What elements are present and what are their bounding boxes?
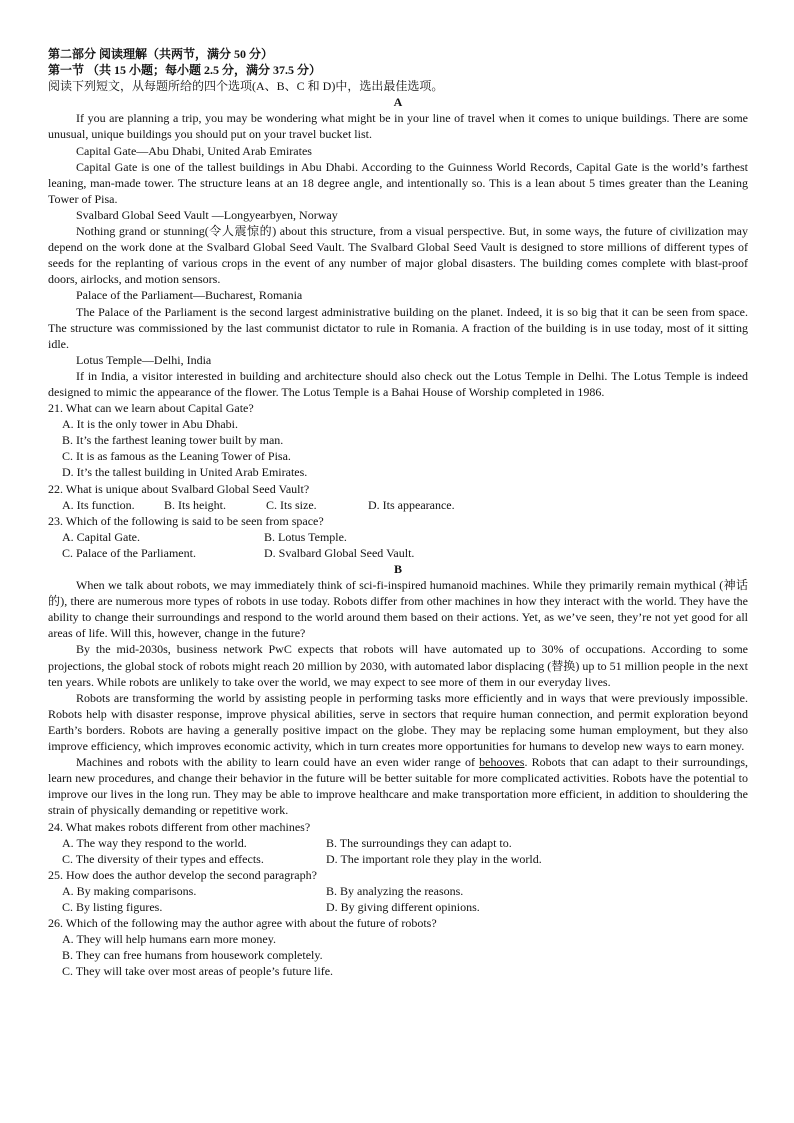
q23-option-d: D. Svalbard Global Seed Vault. [264, 545, 415, 560]
q22-option-a: A. Its function. [62, 497, 135, 512]
question-25: 25. How does the author develop the second paragraph? [48, 867, 317, 882]
q25-option-d: D. By giving different opinions. [326, 899, 480, 914]
lotus-temple-text: If in India, a visitor interested in building and architecture should also check out the Lotus Temple in Delhi. The Lotus Temple is indeed designed to mimic the appearance of the flower. The Lotus Temple is a Bahai House of Worship completed in 1986. [48, 368, 748, 399]
q23-option-b: B. Lotus Temple. [264, 529, 347, 544]
q24-option-c: C. The diversity of their types and effects. [62, 851, 264, 866]
passage-a-intro: If you are planning a trip, you may be wondering what might be in your line of travel when it comes to unique buildings. There are some unusual, unique buildings you should put on your travel bucket list. [48, 111, 748, 142]
q26-option-a: A. They will help humans earn more money. [62, 932, 276, 947]
q25-option-b: B. By analyzing the reasons. [326, 883, 464, 898]
passage-b-para-2: By the mid-2030s, business network PwC expects that robots will have automated up to 30% of occupations. According to some projections, the global stock of robots might reach 20 million by 2030, with automated labor displacing (替换) up to 51 million people in the next ten years. While robots are unlikely to take over the world, we may expect to see more of them in our everyday lives. [48, 642, 748, 689]
q25-options-ab [48, 883, 748, 899]
q21-option-d: D. It’s the tallest building in United Arab Emirates. [62, 465, 308, 480]
q24-options-ab [48, 835, 748, 851]
q22-option-b: B. Its height. [164, 497, 226, 512]
question-22: 22. What is unique about Svalbard Global Seed Vault? [48, 481, 310, 496]
seed-vault-text: Nothing grand or stunning(令人震惊的) about this structure, from a visual perspective. But, in some ways, the future of civilization may depend on the work done at the Svalbard Global Seed Vault. The Svalbard Global Seed Vault is designed to store millions of different types of seeds for the replanting of various crops in the event of any number of major global disasters. The building comes complete with blast-proof doors, airlocks, and motion sensors. [48, 224, 748, 287]
part-heading: 第二部分 阅读理解（共两节，满分 50 分） [48, 47, 274, 61]
q23-options-cd [48, 545, 748, 561]
instruction: 阅读下列短文，从每题所给的四个选项(A、B、C 和 D)中，选出最佳选项。 [48, 79, 444, 94]
q21-option-a: A. It is the only tower in Abu Dhabi. [62, 417, 238, 432]
section-heading: 第一节 （共 15 小题；每小题 2.5 分，满分 37.5 分） [48, 63, 322, 78]
passage-b-letter: B [393, 562, 402, 576]
q23-options-ab [48, 529, 748, 545]
capital-gate-text: Capital Gate is one of the tallest buildings in Abu Dhabi. According to the Guinness World Records, Capital Gate is the world’s farthest leaning, man-made tower. The structure leans at an 18 degree angle, and intentionally so. This is a lean about 5 times greater than the Leaning Tower of Pisa. [48, 159, 748, 206]
palace-text: The Palace of the Parliament is the second largest administrative building on the planet. Indeed, it is so big that it can be seen from space. The structure was commissioned by the last communist dictator to rule in Romania. A fraction of the building is in use today, most of it sitting idle. [48, 304, 748, 351]
question-23: 23. Which of the following is said to be seen from space? [48, 513, 324, 528]
q26-option-b: B. They can free humans from housework completely. [62, 948, 323, 963]
q24-options-cd [48, 851, 748, 867]
para-4-rest: . Robots that can adapt to their surroundings, learn new procedures, and change their behavior in the future will be better suitable for more complicated activities. Robots have the potential to improve our lives in the long run. They may be able to improve healthcare and make transportation more efficient, in addition to shouldering the strain of physically demanding or repetitive work. [48, 755, 748, 818]
q25-option-c: C. By listing figures. [62, 899, 163, 914]
lotus-temple-title: Lotus Temple—Delhi, India [76, 352, 212, 367]
q24-option-b: B. The surroundings they can adapt to. [326, 835, 512, 850]
underlined-word: behooves [479, 755, 525, 770]
q22-option-c: C. Its size. [266, 497, 317, 512]
q24-option-a: A. The way they respond to the world. [62, 835, 247, 850]
capital-gate-title: Capital Gate—Abu Dhabi, United Arab Emirates [76, 143, 312, 158]
question-21: 21. What can we learn about Capital Gate? [48, 401, 254, 416]
question-24: 24. What makes robots different from other machines? [48, 819, 311, 834]
q26-option-c: C. They will take over most areas of people’s future life. [62, 964, 334, 979]
q25-options-cd [48, 899, 748, 915]
passage-b-para-3: Robots are transforming the world by assisting people in performing tasks more efficiently and in ways that were previously impossible. Robots help with disaster response, improve physical abilities, serve in sectors that require human connection, and permit exploration beyond Earth’s borders. Robots are having a generally positive impact on the globe. They may be replacing some human employment, but they also improve efficiency, which improves economic activity, which in turn creates more opportunities for humans to develop new ways to earn money. [48, 690, 748, 754]
q25-option-a: A. By making comparisons. [62, 883, 197, 898]
q23-option-c: C. Palace of the Parliament. [62, 545, 196, 560]
q22-option-d: D. Its appearance. [368, 497, 455, 512]
passage-b-para-4 [48, 754, 748, 818]
exam-page [48, 46, 748, 979]
q21-option-b: B. It’s the farthest leaning tower built by man. [62, 433, 284, 448]
palace-title: Palace of the Parliament—Bucharest, Romania [76, 288, 303, 303]
seed-vault-title: Svalbard Global Seed Vault —Longyearbyen, Norway [76, 207, 338, 222]
q23-option-a: A. Capital Gate. [62, 529, 140, 544]
q24-option-d: D. The important role they play in the world. [326, 851, 542, 866]
q21-option-c: C. It is as famous as the Leaning Tower of Pisa. [62, 449, 291, 464]
question-26: 26. Which of the following may the author agree with about the future of robots? [48, 916, 437, 931]
q22-options [48, 497, 748, 513]
passage-b-para-1: When we talk about robots, we may immediately think of sci-fi-inspired humanoid machines. While they primarily remain mythical (神话的), there are numerous more types of robots in use today. Robots differ from other machines in how they interact with the world. They have the ability to change their surroundings and respond to the world around them based on their actions. Yet, as we’ve seen, they’re not yet good for all areas of life. Will this, however, change in the future? [48, 578, 748, 641]
passage-a-letter: A [393, 95, 403, 110]
para-4-lead: Machines and robots with the ability to learn could have an even wider range of [76, 755, 480, 770]
